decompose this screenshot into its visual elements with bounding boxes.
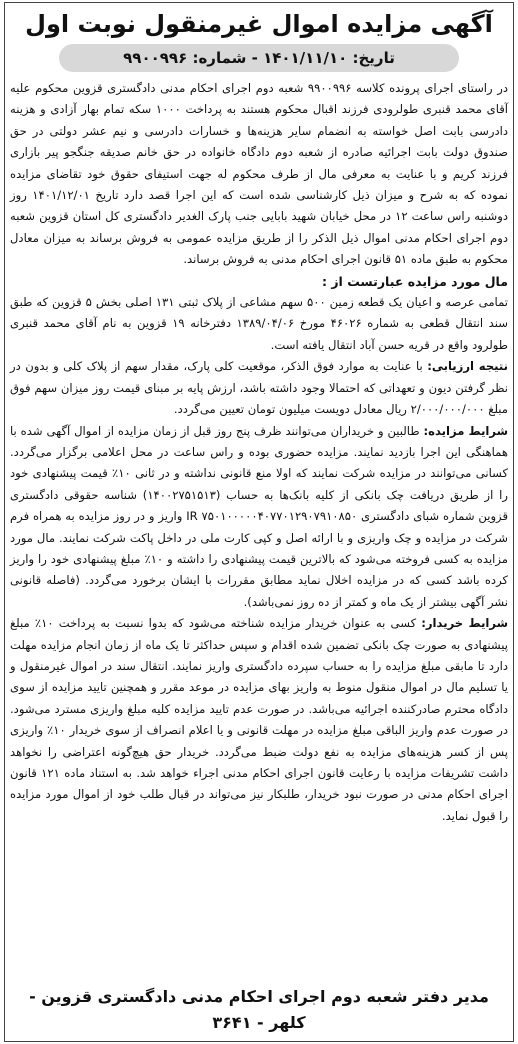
valuation-text: با عنایت به موارد فوق الذکر، موقعیت کلی پارک، مقدار سهم از پلاک کلی و بدون در نظر گرفتن دیون و تعهداتی که احتمالا وجود داشته باشد، ارزش پایه بر مبنای قیمت روز میزان سهم فوق مبلغ ۲/۰۰۰/۰۰۰/۰۰۰ ریال معادل دویست میلیون تومان تعیین می‌گردد. <box>10 359 508 417</box>
notice-title: آگهی مزایده اموال غیرمنقول نوبت اول <box>25 10 493 38</box>
conditions-text: طالبین و خریداران می‌توانند ظرف پنج روز قبل از زمان مزایده از اموال آگهی شده با هماهنگی این اجرا بازدید نمایند. مزایده حضوری بوده و راس ساعت در محل اعلامی برگزار می‌گردد. کسانی می‌توانند در مزایده شرکت نمایند که اولا منع قانونی نداشته و در ثانی ۱۰٪ قیمت پیشنهادی خود را از طریق دریافت چک بانکی از کلیه بانک‌ها به حساب (۱۴۰۰۲۷۵۱۵۱۳) شناسه حقوقی دادگستری قزوین شماره شبای دادگستری IR ۷۵۰۱۰۰۰۰۰۴۰۷۷۰۱۲۹۰۷۹۱۰۸۵۰ واریز و در روز مزایده به همراه فرم شرکت در مزایده و چک واریزی و با ارائه اصل و کپی کارت ملی در داخل پاکت شرکت نمایند. مال مورد مزایده به کسی فروخته می‌شود که بالاترین قیمت پیشنهادی را داشته و ۱۰٪ مبلغ پیشنهادی خود را واریز کرده باشد کسی که در مزایده اخلال نماید مطابق مقررات با ایشان برخورد می‌گردد. (فاصله قانونی نشر آگهی بیشتر از یک ماه و کمتر از ده روز نمی‌باشد). <box>10 423 509 609</box>
property-paragraph: تمامی عرصه و اعیان یک قطعه زمین ۵۰۰ سهم مشاعی از پلاک ثبتی ۱۳۱ اصلی بخش ۵ قزوین که طبق سند انتقال قطعی به شماره ۴۶۰۲۶ مورخ ۱۳۸۹/۰۴/۰۶ دفترخانه ۱۹ قزوین به نام آقای محمد قنبری طولرود واقع در قریه حسن آباد انتقال یافته است. <box>10 295 509 352</box>
property-heading: مال مورد مزایده عبارتست از : <box>322 273 508 289</box>
conditions-paragraph <box>10 421 508 614</box>
buyer-label: شرایط خریدار: <box>421 616 509 631</box>
signature-footer: مدیر دفتر شعبه دوم اجرای احکام مدنی دادگستری قزوین - کلهر - ۳۶۴۱ <box>29 987 489 1032</box>
notice-body <box>10 78 508 827</box>
conditions-label: شرایط مزایده: <box>423 423 509 438</box>
valuation-label: نتیجه ارزیابی: <box>427 359 508 374</box>
date-number-banner: تاریخ: ۱۴۰۱/۱۱/۱۰ - شماره: ۹۹۰۰۹۹۶ <box>59 44 459 72</box>
buyer-text: کسی به عنوان خریدار مزایده شناخته می‌شود که بدوا نسبت به پرداخت ۱۰٪ مبلغ پیشنهادی به صورت چک بانکی تضمین شده اقدام و سپس حداکثر تا یک ماه از زمان انجام مزایده مهلت دارد تا مابقی مبلغ مزایده را به حساب سپرده دادگستری واریز نمایند. انتقال سند در اموال غیرمنقول و یا تسلیم مال در اموال منقول منوط به واریز بهای مزایده در موعد مقرر و همچنین تایید مزایده از سوی دادگاه محترم صادرکننده اجرائیه می‌باشد. در صورت عدم تایید مزایده کلیه مبلغ واریزی مسترد می‌شود. در صورت عدم واریز الباقی مبلغ مزایده در مهلت قانونی و یا اعلام انصراف از سوی خریدار ۱۰٪ واریزی پس از کسر هزینه‌های مزایده به نفع دولت ضبط می‌گردد. خریدار حق هیچ‌گونه اعتراضی را نخواهد داشت تشریفات مزایده با رعایت قانون اجرای احکام مدنی اجراء خواهد شد. به استناد ماده ۱۲۱ قانون اجرای احکام مدنی در صورت نبود خریدار، طلبکار نیز می‌تواند در قبال طلب خود از اموال مورد مزایده را قبول نماید. <box>10 616 508 823</box>
buyer-paragraph <box>10 613 508 827</box>
intro-paragraph: در راستای اجرای پرونده کلاسه ۹۹۰۰۹۹۶ شعبه دوم اجرای احکام مدنی دادگستری قزوین محکوم علیه آقای محمد قنبری طولرودی فرزند اقبال محکوم هستند به پرداخت ۱۰۰۰ سکه تمام بهار آزادی و هزینه دادرسی بابت اصل خواسته به انضمام سایر هزینه‌ها و خسارات دادرسی و نیم عشر دولتی در حق صندوق دولت بابت اجرائیه صادره از شعبه دوم دادگاه خانواده در حق خانم صدیقه جنگجو پیر بازاری فرزند کریم و با عنایت به معرفی مال از طرف محکوم له جهت استیفای حقوق خود تقاضای مزایده نموده که به شرح و میزان ذیل کارشناسی شده است که این اجرا قصد دارد تاریخ ۱۴۰۱/۱۲/۰۱ روز دوشنبه راس ساعت ۱۲ در محل خیابان شهید بابایی جنب پارک الغدیر دادگستری کل استان قزوین شعبه دوم اجرای احکام مدنی اموال ذیل الذکر را از طریق مزایده عمومی به فروش برساند به میزان معادل محکوم به طبق ماده ۵۱ قانون اجرای احکام مدنی به فروش برساند. <box>10 81 508 267</box>
valuation-paragraph <box>10 356 508 420</box>
